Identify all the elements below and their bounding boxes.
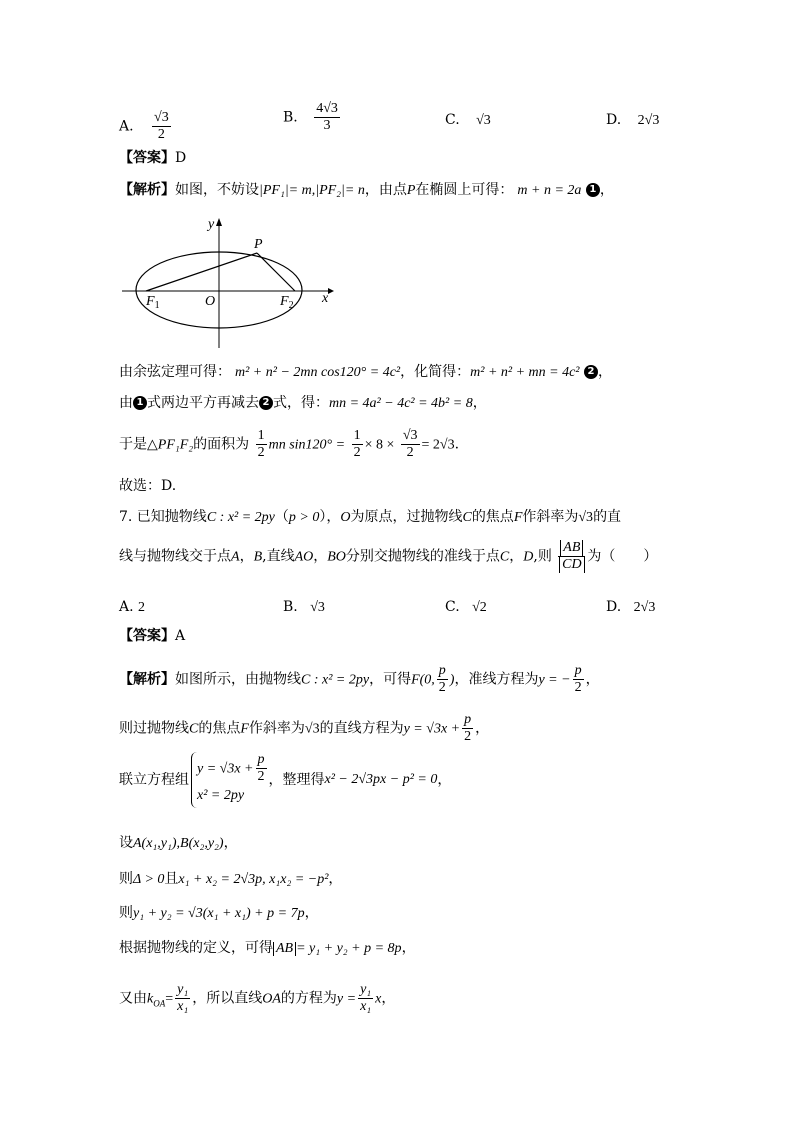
text: 又由 [119, 990, 147, 1007]
text: 7. 已知抛物线 [119, 509, 207, 525]
q7-option-d [606, 599, 655, 616]
frac-num: p [573, 663, 584, 680]
math: AO [294, 549, 314, 565]
fraction [401, 428, 420, 461]
frac-den: x₁ [177, 999, 189, 1015]
text: 分别交抛物线的准线于点 [345, 548, 500, 565]
label-y: y [208, 217, 215, 232]
math: = y₁ + y₂ + p = 8p [296, 941, 402, 956]
q6-option-a [119, 110, 173, 143]
text: 故选：D. [119, 478, 177, 494]
text: 为（ ） [587, 548, 658, 565]
q7-option-b [283, 599, 325, 616]
q7-answer [119, 629, 185, 643]
math: = [165, 991, 174, 1007]
math: = 2√3 [421, 437, 455, 453]
q6-analysis-line3 [119, 396, 487, 411]
text: 式，得： [273, 395, 329, 411]
q6-analysis-line4 [119, 428, 459, 461]
option-label: B. [283, 599, 298, 615]
math: p > 0 [288, 510, 320, 525]
text: 则过抛物线 [119, 720, 189, 737]
math: F [513, 510, 523, 525]
frac-num: √3 [152, 110, 171, 127]
text: 为原点，过抛物线 [350, 509, 463, 525]
text: 则 [119, 871, 133, 887]
math-sub: OA [153, 998, 166, 1009]
text: ）， [319, 509, 341, 525]
option-label: C. [445, 112, 460, 128]
math: × 8 × [364, 437, 395, 453]
q7-analysis-line8 [119, 982, 395, 1015]
text: ， [597, 364, 612, 380]
circled-number: 1 [133, 396, 147, 410]
q7-stem-line2 [119, 540, 657, 573]
fraction [462, 712, 473, 745]
option-value: √3 [310, 600, 325, 615]
math: mn sin120° = [268, 437, 346, 453]
text: 如图，不妨设 [175, 182, 259, 198]
math: y = [336, 991, 357, 1007]
text: 由余弦定理可得： [119, 364, 231, 380]
option-label: A. [119, 118, 134, 135]
q7-analysis-line4 [119, 836, 238, 851]
analysis-tag: 【解析】 [119, 671, 175, 688]
q7-analysis-line1 [119, 663, 600, 696]
analysis-tag: 【解析】 [119, 182, 175, 198]
option-fraction [152, 110, 171, 143]
math: F(0, [411, 672, 435, 688]
q6-option-d [606, 112, 659, 129]
frac-den: 2 [257, 769, 265, 785]
circled-number: 2 [584, 365, 598, 379]
text: ，所以直线 [192, 990, 263, 1007]
answer-tag: 【答案】 [119, 150, 175, 166]
text: 设 [119, 835, 133, 851]
math: AB [273, 942, 296, 956]
math: x² − 2√3px − p² = 0 [324, 771, 438, 787]
x-axis-arrow [328, 288, 334, 294]
math: m + n = 2a [517, 183, 582, 198]
text: ，可得 [369, 671, 412, 688]
q6-analysis-line1 [119, 183, 614, 198]
math: D [523, 549, 534, 565]
text: ，由点 [364, 182, 407, 198]
option-label: A. [119, 599, 134, 615]
q7-stem-line1 [119, 510, 621, 525]
option-label: B. [283, 109, 298, 126]
frac-den: 2 [438, 680, 446, 696]
text: 的方程为 [280, 990, 337, 1007]
frac-den: 3 [323, 118, 331, 134]
frac-num: AB [560, 540, 583, 556]
option-label: C. [445, 599, 460, 615]
option-label: D. [606, 112, 622, 128]
math: m² + n² − 2mn cos120° = 4c² [235, 365, 401, 380]
option-label: D. [606, 599, 622, 615]
text: ， [475, 720, 490, 737]
math: x [375, 991, 382, 1007]
text: 作斜率为 [248, 720, 305, 737]
circled-number: 2 [259, 396, 273, 410]
fraction [573, 663, 584, 696]
q7-analysis-line6 [119, 906, 319, 921]
fraction [437, 663, 448, 696]
frac-num: √3 [401, 428, 420, 445]
q7-option-a [119, 599, 145, 616]
fraction [358, 982, 373, 1015]
math: x₁ + x₂ = 2√3p, x₁x₂ = −p² [178, 872, 329, 887]
frac-den: 2 [157, 127, 165, 143]
math: C : x² = 2py [301, 672, 370, 688]
math: OA [262, 991, 281, 1007]
text: 作斜率为 [522, 509, 579, 525]
text: 线与抛物线交于点 [119, 548, 231, 565]
math: |PF₁|= m,|PF₂|= n [259, 183, 365, 198]
text: 在椭圆上可得： [415, 182, 514, 198]
q7-analysis-line5 [119, 872, 342, 887]
q7-analysis-line7 [119, 941, 416, 956]
math: y = √3x + [403, 721, 461, 737]
segment-pf1 [146, 253, 257, 291]
math: B [253, 549, 263, 565]
text: ，准线方程为 [454, 671, 539, 688]
frac-num: p [462, 712, 473, 729]
text: ， [304, 905, 319, 921]
text: 且 [164, 871, 179, 887]
frac-den: CD [559, 557, 584, 573]
q7-analysis-line3 [119, 752, 451, 808]
text: 如图所示，由抛物线 [175, 671, 301, 688]
text: ， [239, 548, 254, 565]
q6-analysis-line5 [119, 479, 176, 493]
text: ， [381, 990, 396, 1007]
label-f2: $F_2$ [280, 294, 294, 311]
option-value: √3 [476, 113, 491, 128]
text: ， [313, 548, 328, 565]
text: 的直 [593, 509, 622, 525]
frac-den: 2 [257, 445, 265, 461]
answer-tag: 【答案】 [119, 628, 175, 644]
text: 于是 [119, 436, 147, 453]
system-eq2: x² = 2py [197, 788, 245, 804]
frac-den: 2 [574, 680, 582, 696]
math: △PF₁F₂ [147, 437, 194, 453]
text: ,直线 [262, 548, 295, 565]
math: √3 [578, 510, 594, 525]
frac-num: 1 [352, 428, 363, 445]
equation-system [191, 752, 269, 808]
ratio-fraction [558, 540, 585, 573]
frac-num: 4√3 [314, 101, 340, 118]
text: ， [585, 671, 600, 688]
text: ， [401, 940, 416, 956]
text: 式两边平方再减去 [147, 395, 259, 411]
text: ， [437, 771, 452, 788]
text: 的焦点 [471, 509, 514, 525]
label-x: x [322, 291, 329, 306]
text: ，化简得： [400, 364, 471, 380]
math: y₁ + y₂ = √3(x₁ + x₁) + p = 7p [133, 906, 305, 921]
math: m² + n² + mn = 4c² [470, 365, 580, 380]
frac-num: p [437, 663, 448, 680]
math: C [499, 549, 510, 565]
text: ， [223, 835, 238, 851]
ellipse-figure [120, 210, 340, 350]
math: C [462, 510, 472, 525]
q7-option-c [445, 599, 487, 616]
option-value: 2√3 [633, 600, 656, 615]
math: y = √3x + [197, 761, 254, 777]
text: 根据抛物线的定义，可得 [119, 940, 273, 956]
frac-den: x₁ [360, 999, 372, 1015]
label-o: O [205, 294, 216, 309]
text: ,则 [533, 548, 552, 565]
text: ， [328, 871, 343, 887]
frac-num: p [256, 752, 267, 769]
math: A [231, 549, 240, 565]
option-value: 2√3 [637, 113, 660, 128]
text: 的面积为 [193, 436, 250, 453]
math: Δ > 0 [133, 872, 165, 887]
text: 的焦点 [198, 720, 241, 737]
segment-pf2 [257, 253, 295, 291]
frac-den: 2 [464, 729, 472, 745]
answer-value: A [175, 628, 186, 644]
math: A(x₁,y₁),B(x₂,y₂) [133, 836, 224, 851]
text: 联立方程组 [119, 771, 189, 788]
frac-num: y₁ [175, 982, 190, 999]
label-f1: $F_1$ [146, 294, 160, 311]
text: ， [472, 395, 487, 411]
text: 的直线方程为 [319, 720, 404, 737]
text: 则 [119, 905, 133, 921]
frac-den: 2 [353, 445, 361, 461]
fraction [256, 428, 267, 461]
math: mn = 4a² − 4c² = 4b² = 8 [329, 396, 473, 411]
frac-num: 1 [256, 428, 267, 445]
q6-option-c [445, 112, 491, 129]
math: C : x² = 2py [206, 510, 275, 525]
circled-number: 1 [586, 183, 600, 197]
math: C [189, 721, 199, 737]
option-value: 2 [138, 600, 146, 615]
frac-den: 2 [406, 445, 414, 461]
text: 由 [119, 395, 133, 411]
y-axis-arrow [216, 218, 222, 226]
math: O [340, 510, 351, 525]
q7-analysis-line2 [119, 712, 489, 745]
fraction [175, 982, 190, 1015]
q6-analysis-line2 [119, 365, 612, 380]
math: √3 [304, 721, 320, 737]
frac-num: y₁ [358, 982, 373, 999]
math: P [406, 183, 416, 198]
math: BO [327, 549, 346, 565]
system-eq1 [197, 752, 269, 785]
text: . [454, 436, 460, 453]
label-p: P [254, 237, 263, 252]
q6-option-b [283, 101, 342, 134]
math: ) [449, 672, 455, 688]
option-fraction [314, 101, 340, 134]
fraction [256, 752, 267, 785]
math: y = − [538, 672, 571, 688]
answer-value: D [175, 150, 187, 166]
q6-answer [119, 151, 186, 165]
math: k [147, 991, 154, 1007]
option-value: √2 [472, 600, 487, 615]
text: （ [274, 509, 289, 525]
text: ， [509, 548, 524, 565]
text: ，整理得 [268, 771, 325, 788]
text: ， [599, 182, 614, 198]
fraction [352, 428, 363, 461]
math: F [240, 721, 249, 737]
